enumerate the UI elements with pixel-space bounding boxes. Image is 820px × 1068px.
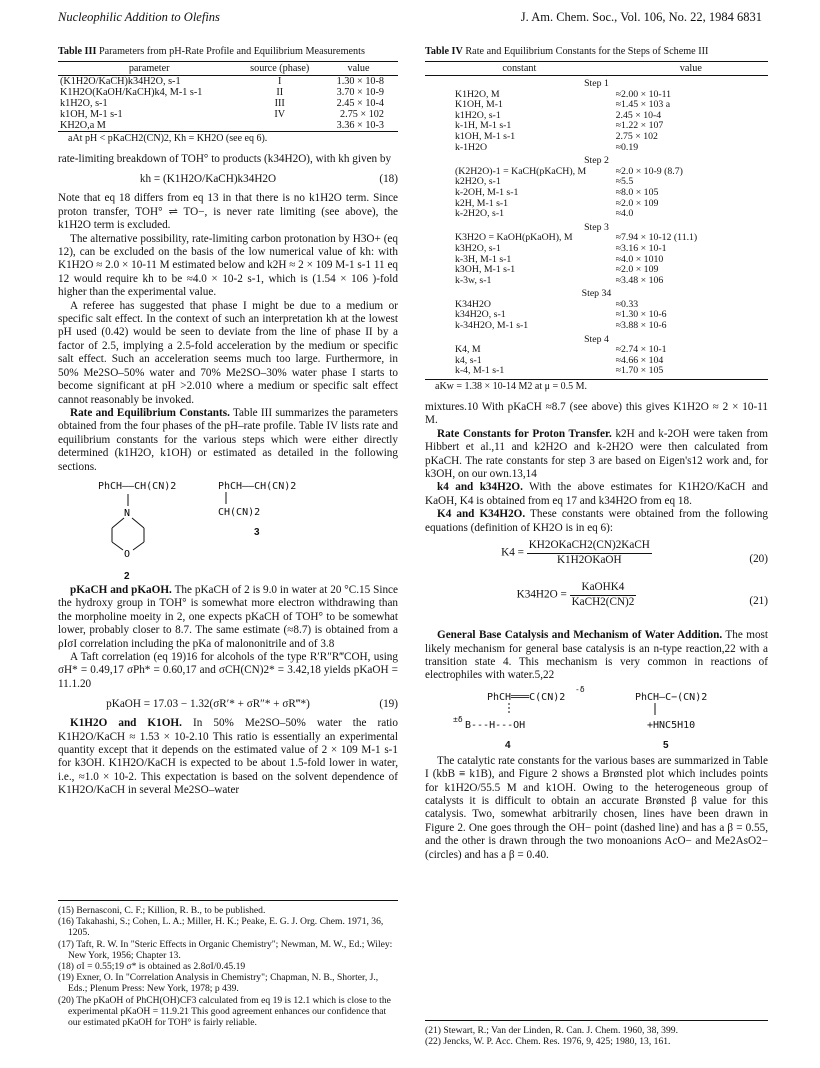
bond-line (647, 703, 667, 719)
morpholine-ring-drawing (98, 492, 178, 562)
step-label: Step 34 (581, 288, 612, 300)
table-row (58, 109, 398, 120)
table4-footnote: aKw = 1.38 × 10-14 M2 at μ = 0.5 M. (435, 381, 587, 393)
table4-column-header: constant (425, 62, 614, 76)
paragraph-text: The most likely mechanism for general base catalysis is an n-type reaction,22 with a transition state 4. This mechanism is very common in reactions of electrophiles with water.5,22 (425, 629, 768, 682)
step-header-row (425, 76, 768, 90)
reference-item: (15) Bernasconi, C. F.; Killion, R. B., to be published. (58, 905, 266, 916)
table-cell (240, 120, 319, 132)
compound-label-3: 3 (254, 526, 260, 538)
table-cell: 2.75 × 102 (340, 109, 384, 120)
table4-column-header: value (614, 62, 768, 76)
structure-4-top: PhCH═══C(CN)2 (487, 691, 566, 703)
step-header-row (425, 220, 768, 234)
section-heading: k4 and k34H2O. (437, 481, 523, 494)
table-cell: IV (274, 109, 286, 120)
step-label: Step 3 (584, 221, 609, 233)
table-cell: k-34H2O, M-1 s-1 (455, 320, 529, 332)
paragraph: rate-limiting breakdown of TOH° to products (k34H2O), with kh given by (58, 153, 392, 165)
paragraph (425, 629, 768, 683)
equation-number: (19) (379, 698, 398, 711)
reference-item: (20) The pKaOH of PhCH(OH)CF3 calculated from eq 19 is 12.1 which is close to the experimental pKaOH = 11.9.21 This good agreement enhances our confidence that our estimated pKaOH for TOH° is fairly reliable. (58, 994, 391, 1029)
table-row (425, 132, 768, 143)
table-cell: (K2H2O)-1 = KaCH(pKaCH), M (455, 165, 587, 177)
table3-label: Table III (58, 46, 97, 57)
table-cell: k2H, M-1 s-1 (455, 197, 509, 209)
partial-bond-lines (499, 703, 579, 719)
equation-number: (20) (749, 553, 768, 566)
table3-caption-text: Parameters from pH-Rate Profile and Equilibrium Measurements (98, 46, 365, 57)
table-cell: ≈1.30 × 10-6 (615, 309, 667, 321)
table-cell: ≈7.94 × 10-12 (11.1) (615, 232, 698, 244)
running-header (58, 10, 762, 26)
table-cell: ≈0.19 (615, 141, 639, 153)
table-cell: k-1H2O (455, 141, 488, 153)
table3 (58, 61, 398, 132)
table3-column-header: source (phase) (240, 62, 319, 76)
table-cell: K1OH, M-1 (455, 99, 503, 111)
equation-denominator: K1H2OKaOH (556, 553, 622, 566)
table-cell: ≈1.70 × 105 (614, 366, 768, 379)
table-row (58, 87, 398, 98)
compound-label-5: 5 (663, 739, 669, 751)
references-right (425, 1020, 768, 1047)
table-cell: ≈4.0 × 1010 (615, 253, 664, 265)
structures-4-5 (425, 683, 768, 755)
equation-lhs: K34H2O = (516, 588, 567, 601)
table-cell: ≈3.48 × 106 (615, 274, 664, 286)
table-cell: ≈5.5 (615, 176, 634, 188)
paragraph-text: The pKaCH of 2 is 9.0 in water at 20 °C.15 Since the hydroxy group in TOH° is somewhat more electron withdrawing than the morpholine moeity in 2, one expects pKaCH of TOH° to be somewhat lower, probably closer to 8.7. The same estimate (≈8.7) is obtained from a ρIσI correlation including the pKa of malononitrile and of 3.8 (58, 583, 398, 650)
table-cell: k4, s-1 (455, 354, 482, 366)
table3-caption (58, 46, 398, 58)
table-cell: ≈2.0 × 109 (615, 264, 659, 276)
table-cell: KH2O,a M (58, 120, 240, 132)
table-cell: K3H2O = KaOH(pKaOH), M (455, 232, 573, 244)
table-row (58, 120, 398, 132)
structure-5-bottom: +HNC5H10 (647, 719, 696, 731)
table-cell: (K1H2O/KaCH)k34H2O, s-1 (60, 76, 181, 87)
partial-charge: ±δ (453, 714, 463, 724)
table-cell: II (276, 87, 284, 98)
table-cell: k3OH, M-1 s-1 (455, 264, 516, 276)
equation-numerator: KaOHK4 (570, 581, 637, 595)
equation-number: (18) (379, 173, 398, 186)
table-cell: ≈2.00 × 10-11 (615, 88, 672, 100)
table4-header-row (425, 62, 768, 76)
step-label: Step 4 (584, 333, 609, 345)
structures-2-3 (58, 474, 398, 584)
table-row (425, 188, 768, 199)
paragraph-text: With the above estimates for K1H2O/KaCH and KaOH, K4 is obtained from eq 17 and k34H2O from eq 18. (425, 481, 768, 507)
table4-body (425, 76, 768, 380)
table-row (425, 143, 768, 154)
reference-item: (21) Stewart, R.; Van der Linden, R. Can. J. Chem. 1960, 38, 399. (425, 1025, 678, 1036)
table3-footnote: aAt pH < pKaCH2(CN)2, Kh = KH2O (see eq 6). (68, 133, 268, 144)
table-cell: ≈0.33 (615, 298, 639, 310)
table-cell: k1H2O, s-1 (60, 98, 108, 109)
table-row (425, 276, 768, 287)
table-cell: ≈2.74 × 10-1 (615, 344, 667, 356)
table-cell: k34H2O, s-1 (455, 309, 506, 321)
table-cell: k1H2O, s-1 (455, 109, 501, 121)
equation-number: (21) (749, 595, 768, 608)
paragraph-text: In 50% Me2SO–50% water the ratio K1H2O/KaCH ≈ 1.53 × 10-2.10 This ratio is essentially an experimental quantity except that it depends on the estimated value of 2 × 109 M-1 s-1 for k3OH. K1H2O/KaCH is expected to be about 1.5-fold lower in water, i.e., ≈1.0 × 10-2. This expectation is based on the solvent dependence of K1H2O/KaCH in several Me2SO–water (58, 717, 399, 797)
equation-text: pKaOH = 17.03 − 1.32(σR′* + σR″* + σR‴*) (106, 698, 310, 711)
table-cell: k1OH, M-1 s-1 (455, 130, 516, 142)
structure-3-top: PhCH——CH(CN)2 (218, 480, 297, 492)
table-cell: 1.30 × 10-8 (336, 76, 384, 87)
svg-text:O: O (124, 548, 131, 560)
table-cell: 3.70 × 10-9 (336, 87, 384, 98)
paragraph (58, 407, 398, 474)
header-citation: J. Am. Chem. Soc., Vol. 106, No. 22, 1984 6831 (520, 10, 762, 24)
paragraph (425, 481, 768, 508)
equation-20 (425, 539, 768, 581)
table-cell: 3.36 × 10-3 (319, 120, 398, 132)
table-cell: ≈4.66 × 104 (615, 354, 664, 366)
paragraph: The catalytic rate constants for the various bases are summarized in Table I (kbB ≡ k1B), and Figure 2 shows a Brønsted plot which includes points for k1H2O/55.5 M and k1OH. Owing to the heterogeneous group of catalysts it is difficult to obtain an accurate Brønsted β value for this catalysis. Two, somewhat arbitrarily chosen, lines have been drawn in Figure 2. One goes through the OH− point (dashed line) and has a β = 0.55, and the other is drawn through the two monoanions AcO− and Me2AsO2− (circles) and has a β = 0.40. (425, 754, 768, 861)
reference-item: (22) Jencks, W. P. Acc. Chem. Res. 1976, 9, 425; 1980, 13, 161. (425, 1036, 671, 1048)
section-heading: General Base Catalysis and Mechanism of Water Addition. (437, 629, 723, 642)
table-row (425, 321, 768, 332)
table-cell: k-3w, s-1 (455, 274, 492, 286)
equation-lhs: K4 = (501, 546, 524, 559)
table3-column-header: value (319, 62, 398, 76)
table-cell: III (274, 98, 285, 109)
table4-label: Table IV (425, 46, 463, 57)
table4 (425, 61, 768, 380)
paragraph (425, 428, 768, 482)
section-heading: Rate Constants for Proton Transfer. (437, 427, 612, 440)
table-cell: ≈3.16 × 10-1 (615, 242, 667, 254)
header-title: Nucleophilic Addition to Olefins (58, 10, 220, 24)
table3-header-row (58, 62, 398, 76)
reference-item: (18) σI = 0.55;19 σ* is obtained as 2.8σI/0.45.19 (58, 961, 246, 973)
paragraph-text: These constants were obtained from the following equations (definition of KH2O is in eq 6): (425, 508, 768, 534)
table-cell: k-3H, M-1 s-1 (455, 253, 512, 265)
table-cell: k3H2O, s-1 (455, 242, 501, 254)
equation-text: kh = (K1H2O/KaCH)k34H2O (139, 173, 277, 186)
section-heading: pKaCH and pKaOH. (70, 583, 172, 596)
section-heading: Rate and Equilibrium Constants. (70, 406, 230, 419)
svg-text:N: N (124, 507, 131, 519)
table-cell: ≈8.0 × 105 (615, 186, 659, 198)
table-cell: I (278, 76, 282, 87)
step-header-row (425, 332, 768, 346)
paragraph: A referee has suggested that phase I might be due to a medium or specific salt effect. In the context of such an interpretation kh at the lowest pH used (0.42) would be seen to deviate from the line of phase II by a factor of 2.5, implying a 2.5-fold acceleration by the medium or specific salt effect. Such an acceleration seems much too large. Furthermore, in 50% Me2SO–50% water and 70% Me2SO–30% water phase I starts to become significant at pH >2.010 where a medium or specific salt effect cannot reasonably be invoked. (58, 299, 398, 406)
paragraph (425, 508, 768, 535)
table-cell: K34H2O (455, 298, 491, 310)
left-column (58, 46, 398, 798)
structure-5-top: PhCH—C−(CN)2 (635, 691, 708, 703)
table-row (425, 366, 768, 379)
table-cell: 2.45 × 10-4 (615, 109, 662, 121)
table-row (425, 209, 768, 220)
equation-18 (58, 166, 398, 192)
paragraph (58, 584, 398, 651)
paragraph: mixtures.10 With pKaCH ≈8.7 (see above) this gives K1H2O ≈ 2 × 10-11 M. (425, 401, 768, 427)
partial-charge: -δ (575, 684, 585, 694)
table-row (425, 244, 768, 255)
table-row (58, 76, 398, 88)
table-cell: K4, M (455, 344, 481, 356)
reference-item: (19) Exner, O. In "Correlation Analysis in Chemistry"; Chapman, N. B., Shorter, J., Eds.; Plenum Press: New York, 1978; p 439. (58, 972, 379, 995)
section-heading: K4 and K34H2O. (437, 508, 526, 521)
table-cell: k-1H, M-1 s-1 (455, 120, 512, 132)
structure-2-top: PhCH——CH(CN)2 (98, 480, 177, 492)
table3-column-header: parameter (58, 62, 240, 76)
table4-caption-text: Rate and Equilibrium Constants for the Steps of Scheme III (465, 46, 709, 57)
table-cell: k1OH, M-1 s-1 (60, 109, 123, 120)
right-column (425, 46, 768, 862)
reference-item: (17) Taft, R. W. In "Steric Effects in Organic Chemistry"; Newman, M. W., Ed.; Wiley: New York, 1956; Chapter 13. (58, 938, 393, 961)
section-heading: K1H2O and K1OH. (70, 717, 182, 730)
table-cell: ≈1.22 × 107 (615, 120, 664, 132)
table-cell: ≈4.0 (615, 208, 634, 220)
compound-label-2: 2 (124, 570, 130, 582)
step-header-row (425, 286, 768, 300)
equation-21 (425, 581, 768, 623)
table-cell: k-2OH, M-1 s-1 (455, 186, 519, 198)
paragraph-text: k2H and k-2OH were taken from Hibbert et al.,11 and k2H2O and k-2H2O were then calculated from pKaCH. The rate constants for step 3 are based on Eigen's12 work and, for k3OH, on our own.13,14 (425, 427, 769, 481)
table-cell: 2.45 × 10-4 (336, 98, 384, 109)
step-label: Step 1 (584, 78, 609, 89)
paragraph: Note that eq 18 differs from eq 13 in that there is no k1H2O term. Since proton transfer, TOH° ⇌ TO−, is never rate limiting (see above), the k1H2O term is excluded. (58, 192, 398, 232)
step-label: Step 2 (584, 155, 609, 167)
paragraph: The alternative possibility, rate-limiting carbon protonation by H3O+ (eq 12), can be excluded on the basis of the low numerical value of kh: with K1H2O ≈ 2.0 × 10-11 M estimated below and k2H ≈ 2 × 109 M-1 s-1 11 eq 12 would require kh to be ≈4.0 × 10-2 s-1, which is (1.54 × 106 )-fold higher than the experimental value. (58, 232, 398, 299)
structure-4-bottom: B---H---OH (465, 719, 526, 731)
equation-numerator: KH2OKaCH2(CN)2KaCH (527, 539, 652, 553)
table-cell: k-2H2O, s-1 (455, 208, 504, 220)
reference-item: (16) Takahashi, S.; Cohen, L. A.; Miller, H. K.; Peake, E. G. J. Org. Chem. 1971, 36, 1205. (58, 916, 384, 939)
table-cell: K1H2O, M (455, 88, 500, 100)
table-cell: ≈2.0 × 10-9 (8.7) (615, 165, 683, 177)
table-cell: ≈3.88 × 10-6 (615, 320, 667, 332)
references-left (58, 900, 398, 1028)
table-cell: k-4, M-1 s-1 (425, 366, 614, 379)
paragraph: A Taft correlation (eq 19)16 for alcohols of the type R′R″R‴COH, using σH* = 0.49,17 σPh* = 0.60,17 and σCH(CN)2* = 3.42,18 yields pKaOH = 11.1.20 (58, 650, 398, 690)
table-cell: K1H2O(KaOH/KaCH)k4, M-1 s-1 (60, 87, 203, 98)
table4-caption (425, 46, 768, 58)
compound-label-4: 4 (505, 739, 511, 751)
table-cell: k2H2O, s-1 (455, 176, 501, 188)
equation-19 (58, 691, 398, 717)
table-row (58, 98, 398, 109)
table-cell: ≈2.0 × 109 (615, 197, 659, 209)
table-cell: ≈1.45 × 103 a (615, 99, 671, 111)
equation-denominator: KaCH2(CN)2 (571, 595, 635, 608)
paragraph (58, 717, 398, 797)
table-cell: 2.75 × 102 (615, 130, 658, 142)
table3-body (58, 76, 398, 132)
step-header-row (425, 153, 768, 167)
paragraph-text: Table III summarizes the parameters obtained from the four phases of the pH–rate profile. Table IV lists rate and equilibrium constants for the various steps which were either directly determined (k1H2O, k1OH) or estimated as detailed in the following sections. (58, 406, 398, 473)
structure-3-sub: CH(CN)2 (218, 506, 261, 518)
